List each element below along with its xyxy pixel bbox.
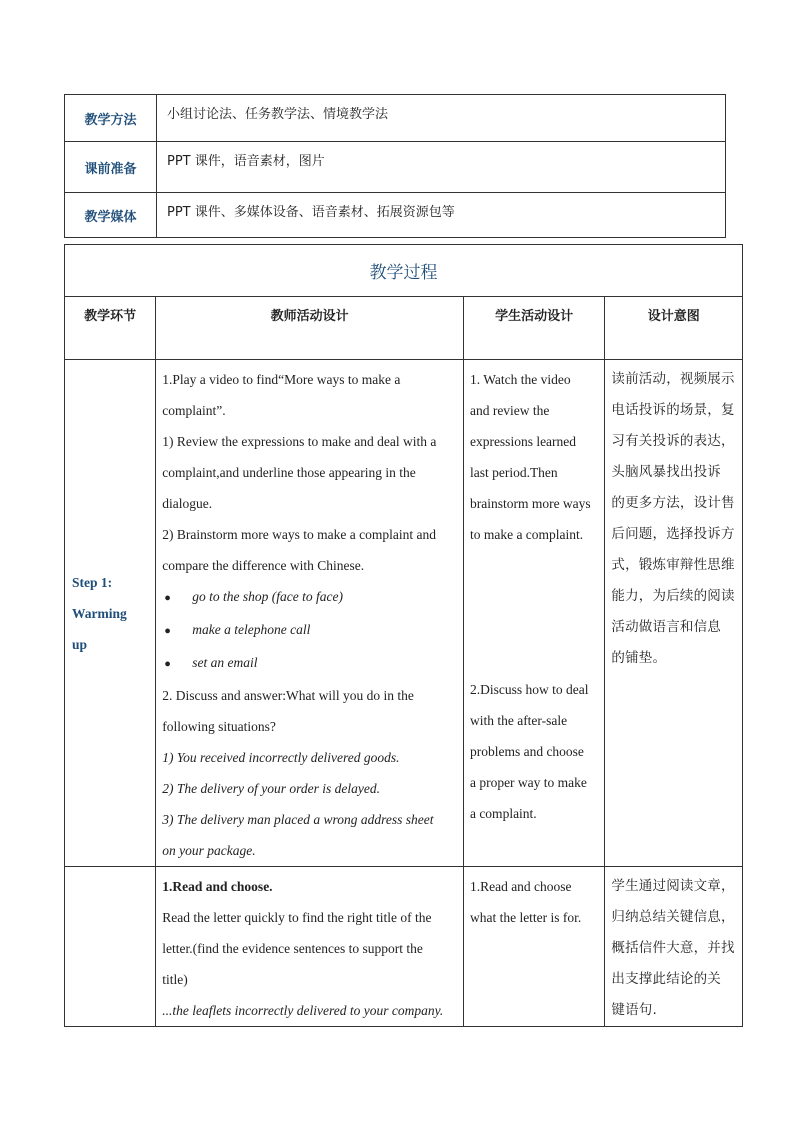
- text-line: letter.(find the evidence sentences to support the: [162, 941, 423, 956]
- spacer: [470, 550, 598, 674]
- bullet-item: ● make a telephone call: [162, 614, 457, 647]
- bullet-item: ● set an email: [162, 647, 457, 680]
- text-line: and review the: [469, 403, 550, 418]
- step1-teacher-activity: [156, 360, 464, 867]
- text-line: last period.Then: [469, 465, 558, 480]
- situation-line: on your package.: [162, 843, 256, 858]
- bullet-item: ● go to the shop (face to face): [162, 581, 457, 614]
- text-line: 概括信件大意，并找: [611, 940, 735, 956]
- text-line: Read the letter quickly to find the right title of the: [162, 910, 432, 925]
- text-line: brainstorm more ways: [469, 496, 591, 511]
- step1-label: [65, 360, 156, 867]
- text-line: 式，锻炼审辩性思维: [611, 557, 735, 573]
- text-line: 出支撑此结论的关: [611, 971, 722, 987]
- teaching-process-table: [64, 244, 743, 1027]
- text-line: 归纳总结关键信息，: [611, 909, 735, 925]
- step2-design-intent: [605, 867, 743, 1027]
- text-line: 键语句.: [611, 1002, 657, 1018]
- step1-design-intent: [605, 360, 743, 867]
- step-label-line: up: [72, 636, 88, 652]
- info-table: [64, 94, 726, 238]
- info-row: [65, 95, 726, 142]
- text-line: 1.Play a video to find“More ways to make a: [162, 372, 401, 387]
- header-teacher: 教师活动设计: [156, 297, 464, 360]
- header-row: [65, 297, 743, 360]
- text-line: 2.Discuss how to deal: [469, 682, 589, 697]
- situation-line: 2) The delivery of your order is delayed.: [162, 781, 380, 796]
- header-stage: 教学环节: [65, 297, 156, 360]
- header-intent: 设计意图: [605, 297, 743, 360]
- text-line: expressions learned: [469, 434, 577, 449]
- text-line: 的铺垫。: [611, 650, 667, 666]
- info-label: 课前准备: [65, 142, 157, 193]
- step-label-line: Step 1:: [72, 574, 113, 590]
- text-line: a proper way to make: [469, 775, 587, 790]
- situation-line: 3) The delivery man placed a wrong address sheet: [162, 812, 434, 827]
- text-line: problems and choose: [469, 744, 584, 759]
- text-line: 1) Review the expressions to make and deal with a: [162, 434, 437, 449]
- text-line: title): [162, 972, 188, 987]
- info-label: 教学媒体: [65, 193, 157, 238]
- text-line: what the letter is for.: [469, 910, 582, 925]
- text-line: 读前活动，视频展示: [611, 371, 735, 387]
- table-title: 教学过程: [65, 245, 743, 297]
- info-row: [65, 142, 726, 193]
- text-line: 2) Brainstorm more ways to make a complaint and: [162, 527, 436, 542]
- text-line: complaint”.: [162, 403, 226, 418]
- text-line: 2. Discuss and answer:What will you do in the: [162, 688, 414, 703]
- text-line: with the after-sale: [469, 713, 568, 728]
- info-label: 教学方法: [65, 95, 157, 142]
- table-title-row: [65, 245, 743, 297]
- text-line: following situations?: [162, 719, 276, 734]
- text-line: complaint,and underline those appearing in the: [162, 465, 416, 480]
- evidence-quote: ...the leaflets incorrectly delivered to your company.: [162, 1003, 444, 1018]
- text-line: 后问题，选择投诉方: [611, 526, 735, 542]
- text-line: 头脑风暴找出投诉: [611, 464, 722, 480]
- text-line: 学生通过阅读文章，: [611, 878, 735, 894]
- text-line: 活动做语言和信息: [611, 619, 722, 635]
- step2-row: [65, 867, 743, 1027]
- header-student: 学生活动设计: [463, 297, 604, 360]
- text-line: a complaint.: [469, 806, 537, 821]
- info-value: PPT 课件，语音素材，图片: [157, 142, 726, 193]
- text-line: 1.Read and choose: [469, 879, 572, 894]
- step-label-line: Warming: [72, 605, 127, 621]
- text-line: 1. Watch the video: [469, 372, 571, 387]
- text-line: compare the difference with Chinese.: [162, 558, 365, 573]
- text-line: dialogue.: [162, 496, 213, 511]
- text-line: 习有关投诉的表达，: [611, 433, 735, 449]
- step2-teacher-activity: [156, 867, 464, 1027]
- step2-label: [65, 867, 156, 1027]
- info-row: [65, 193, 726, 238]
- text-line: 能力，为后续的阅读: [611, 588, 735, 604]
- text-line: 电话投诉的场景，复: [611, 402, 735, 418]
- situation-line: 1) You received incorrectly delivered goods.: [162, 750, 400, 765]
- text-line: 的更多方法，设计售: [611, 495, 735, 511]
- activity-heading: 1.Read and choose.: [162, 879, 273, 894]
- step1-row: [65, 360, 743, 867]
- step1-student-activity: [463, 360, 604, 867]
- step2-student-activity: [463, 867, 604, 1027]
- info-value: 小组讨论法、任务教学法、情境教学法: [157, 95, 726, 142]
- info-value: PPT 课件、多媒体设备、语音素材、拓展资源包等: [157, 193, 726, 238]
- text-line: to make a complaint.: [469, 527, 584, 542]
